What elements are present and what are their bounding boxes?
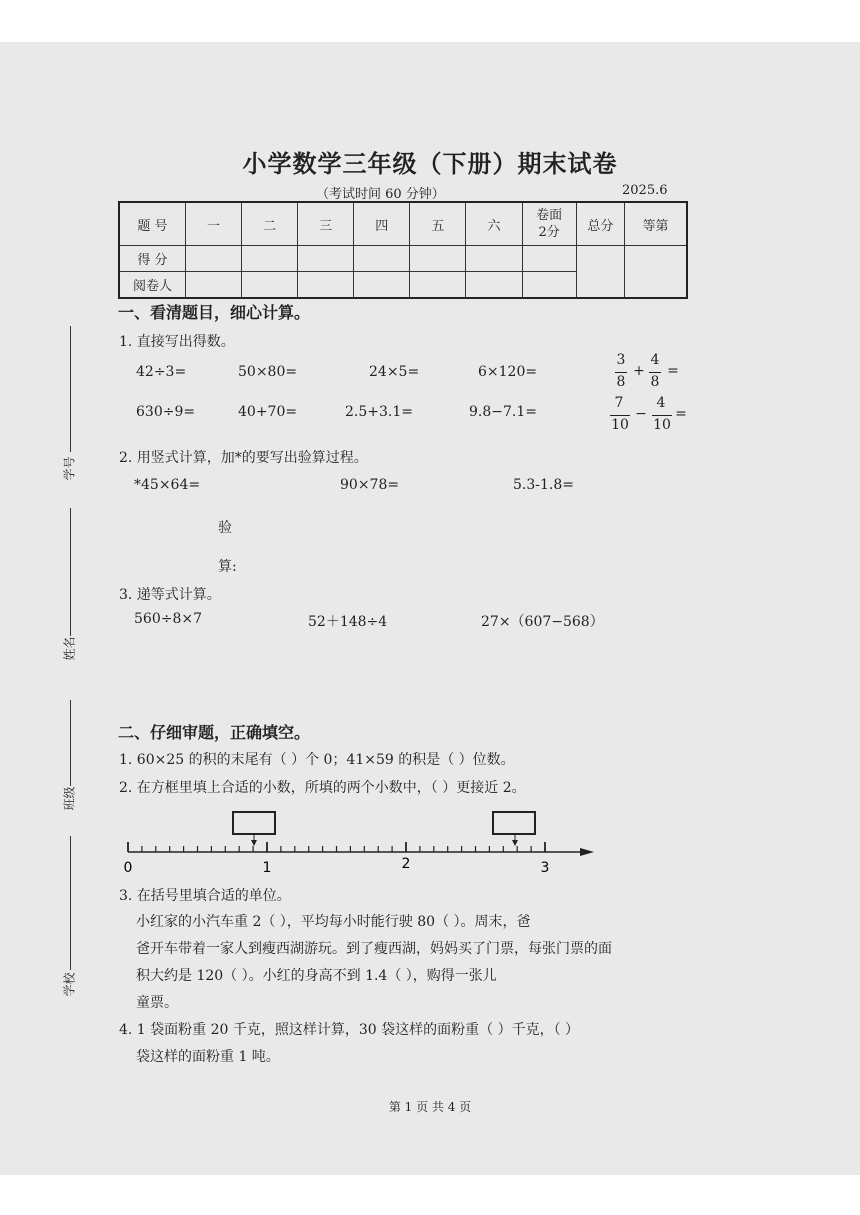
fraction-expression (612, 352, 692, 396)
question-1-3-title: 3. 递等式计算。 (119, 587, 221, 603)
grader-input[interactable] (298, 272, 354, 299)
equals: = (667, 363, 679, 379)
page-number: 第 1 页 共 4 页 (388, 1100, 472, 1114)
question-2-3-title: 3. 在括号里填合适的单位。 (119, 888, 291, 904)
table-cell: 阅卷人 (119, 272, 185, 299)
denominator: 10 (653, 417, 671, 433)
fraction-bar (652, 415, 672, 416)
calc-item: 630÷9= (136, 404, 196, 420)
numerator: 3 (616, 352, 626, 368)
tick-label: 1 (262, 860, 272, 876)
table-cell: 一 (185, 202, 241, 246)
answer-box[interactable] (493, 812, 535, 834)
score-input[interactable] (354, 246, 410, 272)
grader-input[interactable] (410, 272, 466, 299)
section-1-title: 一、看清题目，细心计算。 (118, 303, 311, 322)
class-label: 班级 (62, 786, 77, 811)
question-2-4-line: 4. 1 袋面粉重 20 千克，照这样计算，30 袋这样的面粉重（ ）千克，（ ） (119, 1022, 580, 1038)
denominator: 10 (611, 417, 629, 433)
grader-input[interactable] (242, 272, 298, 299)
question-2-3-line: 积大约是 120（ ）。小红的身高不到 1.4（ ），购得一张儿 (136, 968, 497, 984)
table-cell: 二 (242, 202, 298, 246)
grader-input[interactable] (466, 272, 522, 299)
fraction-expression (608, 395, 692, 439)
calc-item: *45×64= (134, 477, 201, 493)
numerator: 4 (656, 395, 666, 411)
check-label: 验 (218, 520, 232, 536)
score-input[interactable] (466, 246, 522, 272)
score-input[interactable] (185, 246, 241, 272)
score-table-header-row (119, 202, 687, 246)
calc-item: 9.8−7.1= (469, 404, 537, 420)
calc-item: 2.5+3.1= (345, 404, 413, 420)
operator: − (635, 406, 647, 422)
denominator: 8 (616, 374, 626, 390)
grader-input[interactable] (354, 272, 410, 299)
score-input[interactable] (522, 246, 576, 272)
operator: + (633, 363, 645, 379)
score-input[interactable] (298, 246, 354, 272)
calc-item: 6×120= (478, 364, 538, 380)
table-cell: 六 (466, 202, 522, 246)
total-score-input[interactable] (576, 246, 624, 299)
table-cell: 五 (410, 202, 466, 246)
fraction-bar (610, 415, 630, 416)
score-input[interactable] (410, 246, 466, 272)
fraction-bar (649, 372, 661, 373)
question-2-3-line: 童票。 (136, 995, 178, 1011)
question-2-2: 2. 在方框里填上合适的小数，所填的两个小数中，（ ）更接近 2。 (119, 780, 526, 796)
calc-item: 5.3-1.8= (513, 477, 574, 493)
table-cell: 等第 (624, 202, 687, 246)
tick-label: 3 (540, 860, 550, 876)
number-line (118, 806, 608, 878)
binding-line (70, 700, 71, 786)
numerator: 7 (614, 395, 624, 411)
name-label: 姓名 (62, 636, 77, 661)
question-2-1: 1. 60×25 的积的末尾有（ ）个 0；41×59 的积是（ ）位数。 (119, 752, 515, 768)
question-1-2-title: 2. 用竖式计算，加*的要写出验算过程。 (119, 450, 368, 466)
exam-title: 小学数学三年级（下册）期末试卷 (242, 150, 618, 178)
calc-item: 27×（607−568） (481, 614, 604, 630)
question-1-1-title: 1. 直接写出得数。 (119, 334, 235, 350)
tick-label: 0 (123, 860, 133, 876)
table-cell: 卷面 2分 (522, 202, 576, 246)
table-cell: 三 (298, 202, 354, 246)
table-cell: 总分 (576, 202, 624, 246)
question-2-4-line: 袋这样的面粉重 1 吨。 (136, 1049, 280, 1065)
table-cell: 得 分 (119, 246, 185, 272)
question-2-3-line: 小红家的小汽车重 2（ ），平均每小时能行驶 80（ ）。周末，爸 (136, 914, 531, 930)
denominator: 8 (650, 374, 660, 390)
answer-box[interactable] (233, 812, 275, 834)
fraction-bar (615, 372, 627, 373)
binding-line (70, 836, 71, 970)
calc-item: 40+70= (238, 404, 298, 420)
table-cell: 四 (354, 202, 410, 246)
question-2-3-line: 爸开车带着一家人到瘦西湖游玩。到了瘦西湖，妈妈买了门票，每张门票的面 (136, 941, 612, 957)
score-row (119, 246, 687, 272)
calc-item: 560÷8×7 (134, 611, 202, 627)
grade-input[interactable] (624, 246, 687, 299)
binding-line (70, 508, 71, 636)
calc-item: 52＋148÷4 (308, 614, 388, 630)
check-label: 算: (218, 559, 237, 575)
numerator: 4 (650, 352, 660, 368)
binding-line (70, 326, 71, 452)
tick-label: 2 (401, 856, 411, 872)
score-table (118, 201, 688, 299)
school-label: 学校 (62, 972, 77, 997)
table-cell: 题 号 (119, 202, 185, 246)
calc-item: 90×78= (340, 477, 400, 493)
exam-duration: （考试时间 60 分钟） (316, 187, 445, 202)
calc-item: 42÷3= (136, 364, 187, 380)
score-input[interactable] (242, 246, 298, 272)
equals: = (675, 406, 687, 422)
grader-input[interactable] (522, 272, 576, 299)
grader-input[interactable] (185, 272, 241, 299)
calc-item: 50×80= (238, 364, 298, 380)
calc-item: 24×5= (369, 364, 420, 380)
exam-date: 2025.6 (622, 183, 668, 198)
student-id-label: 学号 (62, 456, 77, 481)
section-2-title: 二、仔细审题，正确填空。 (118, 723, 311, 742)
